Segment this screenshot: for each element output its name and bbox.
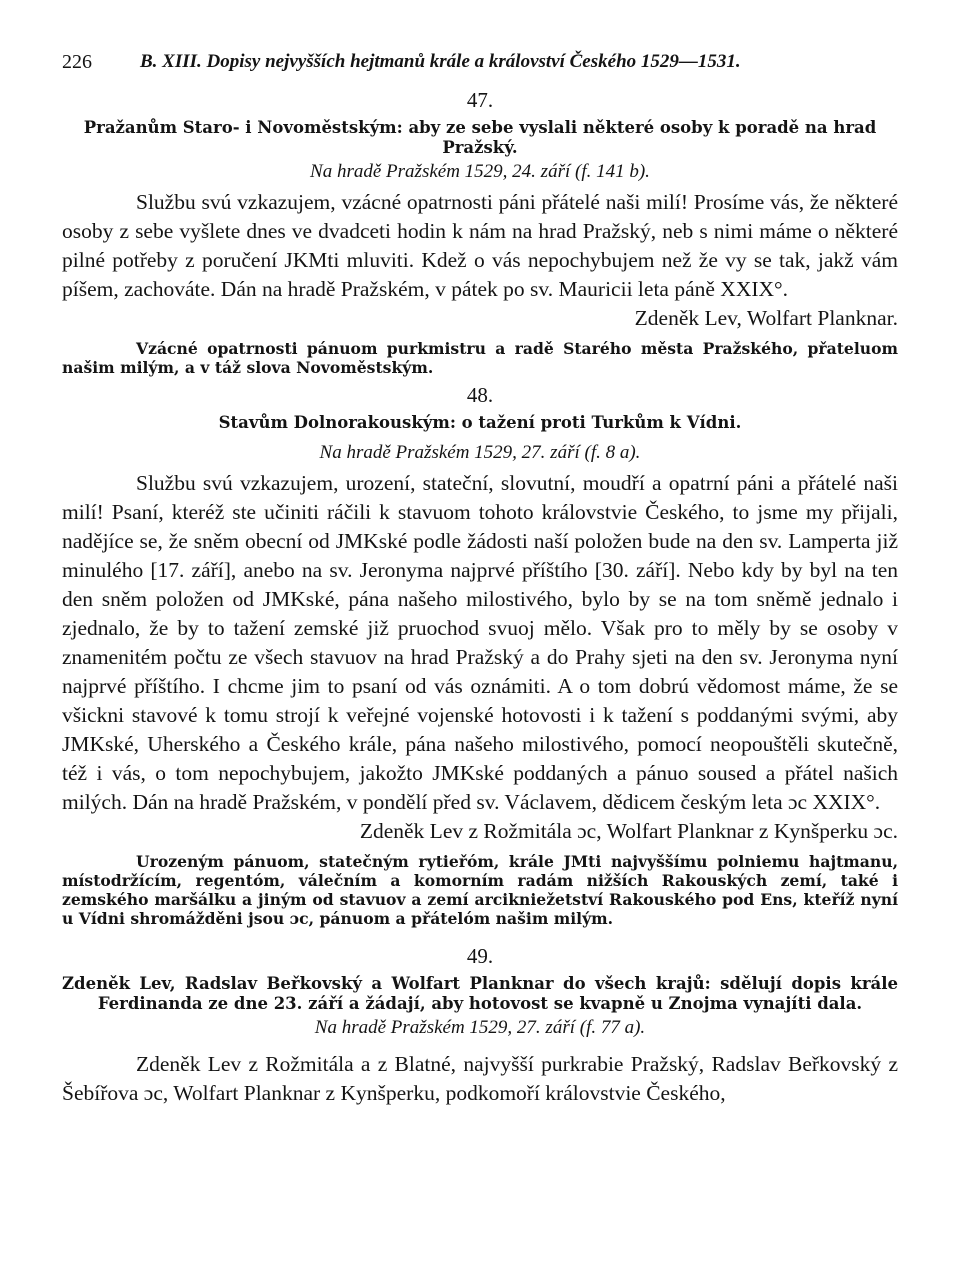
letter-49 [62, 938, 898, 1108]
letter-number: 48. [466, 383, 494, 407]
document-page [62, 42, 898, 1108]
letter-48 [62, 377, 898, 928]
letter-47 [62, 82, 898, 377]
letter-body [62, 1050, 898, 1108]
letter-body [62, 188, 898, 304]
page-number: 226 [62, 51, 92, 73]
letter-body [62, 469, 898, 817]
running-title: B. XIII. Dopisy nejvyšších hejtmanů krále a království Českého 1529—1531. [140, 51, 741, 72]
letter-date: Na hradě Pražském 1529, 24. září (f. 141 b). [310, 161, 650, 182]
letter-heading: Pražanům Staro- i Novoměstským: aby ze sebe vyslali některé osoby k poradě na hrad Pražský. [83, 118, 877, 157]
body-paragraph: Službu svú vzkazujem, urození, stateční, slovutní, moudří a opatrní páni a přátelé naši milí! Psaní, kteréž ste učiniti ráčili k stavuom tohoto královstvie Českého, to jsme my přijali, nadějíce se, že sněm obecní od JMKské podle žádosti naší položen bude na den sv. Lamperta již minulého [17. září], anebo na sv. Jeronyma najprvé příštího [30. září]. Nebo kdy by byl na ten den sněm položen od JMKské, pána našeho milostivého, bylo by se na tom sněmě jednalo i zjednalo, že by to tažení zemské již pruochod svuoj mělo. Však pro to měly by se osoby v znamenitém počtu ze všech stavuov na hrad Pražský a do Prahy sjeti na den sv. Jeronyma nyní najprvé příštího. I chcme jim to psaní od vás oznámiti. A o tom dobrú vědomost máme, že se všickni stavové k tomu strojí k veřejné vojenské hotovosti i k tažení s poddanými svými, aby JMKské, Uherského a Českého krále, pána našeho milostivého, pomocí neopouštěli skutečně, též i vás, o tom nepochybujem, jakožto JMKské poddaných a pánuo soused a přátel našich milých. Dán na hradě Pražském, v pondělí před sv. Václavem, dědicem českým leta ɔc XXIX°. [62, 471, 898, 814]
letter-address: Urozeným pánuom, statečným rytieřóm, krále JMti najvyššímu polniemu hajtmanu, místodržícím, regentóm, válečním a komorním radám nižších Rakouských zemí, také i zemského maršálku a jiným od stavuov a zemí arcikniežetství Rakouského pod Ens, kteříž nyní u Vídni shromážděni jsou ɔc, pánuom a přátelóm našim milým. [62, 852, 898, 928]
letter-number: 47. [466, 88, 494, 112]
letter-signature: Zdeněk Lev z Rožmitála ɔc, Wolfart Planknar z Kynšperku ɔc. [359, 819, 898, 843]
letter-date: Na hradě Pražském 1529, 27. září (f. 8 a). [319, 442, 641, 463]
letter-date: Na hradě Pražském 1529, 27. září (f. 77 a). [314, 1017, 646, 1038]
letter-heading: Zdeněk Lev, Radslav Beřkovský a Wolfart Planknar do všech krajů: sdělují dopis krále Ferdinanda ze dne 23. září a žádají, aby hotovost se kvapně u Znojma vynajíti dala. [62, 974, 898, 1013]
letter-heading: Stavům Dolnorakouským: o tažení proti Turkům k Vídni. [218, 413, 742, 432]
running-header [62, 42, 898, 82]
letter-number: 49. [466, 944, 494, 968]
body-paragraph: Službu svú vzkazujem, vzácné opatrnosti páni přátelé naši milí! Prosíme vás, že některé osoby z sebe vyšlete dnes ve dvadceti hodin k nám na hrad Pražský, neb s nimi máme o některé pilné potřeby z poručení JKMti mluviti. Kdež o vás nepochybujem než že vy se tak, jakž vám píšem, zachováte. Dán na hradě Pražském, v pátek po sv. Mauricii leta páně XXIX°. [62, 190, 898, 301]
letter-address: Vzácné opatrnosti pánuom purkmistru a radě Starého města Pražského, přateluom našim milým, a v táž slova Novoměstským. [62, 339, 898, 377]
body-paragraph: Zdeněk Lev z Rožmitála a z Blatné, najvyšší purkrabie Pražský, Radslav Beřkovský z Šebířova ɔc, Wolfart Planknar z Kynšperku, podkomoří královstvie Českého, [62, 1052, 898, 1105]
letter-signature: Zdeněk Lev, Wolfart Planknar. [634, 306, 898, 330]
